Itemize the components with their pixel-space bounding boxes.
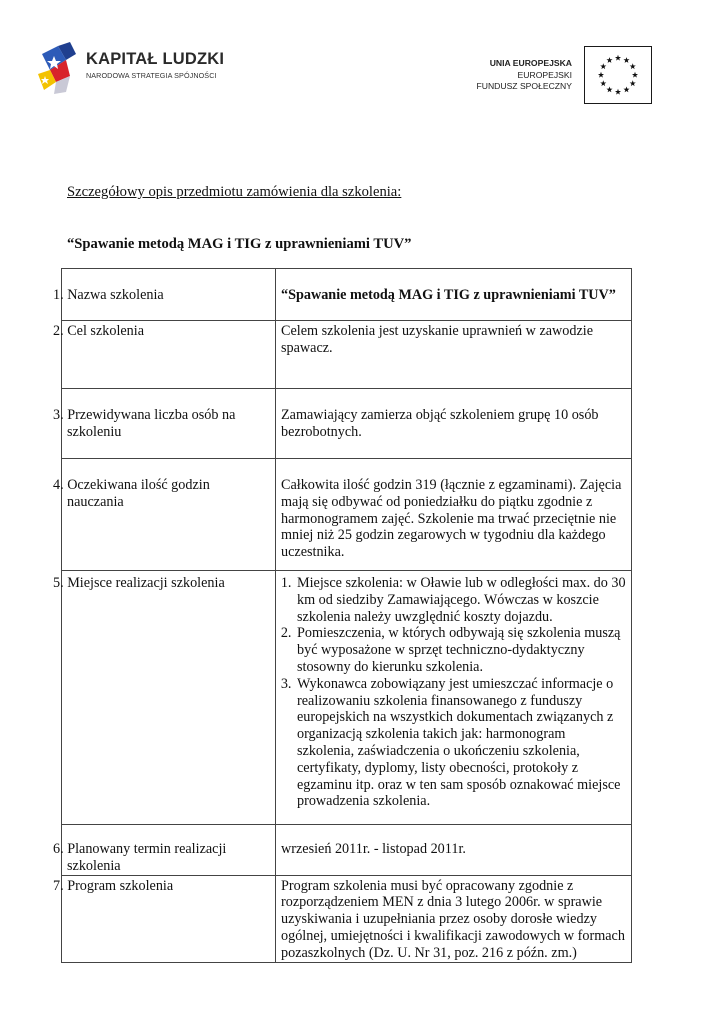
kapital-ludzki-logo-icon	[36, 40, 82, 96]
specification-table	[53, 268, 632, 963]
table-row	[62, 389, 632, 459]
eu-star	[598, 72, 604, 78]
eu-logo	[458, 46, 658, 108]
row-value	[276, 571, 632, 825]
row-label: 2. Cel szkolenia	[62, 321, 276, 389]
eu-star	[615, 55, 621, 61]
row-label: 5. Miejsce realizacji szkolenia	[62, 571, 276, 825]
row-label: 1. Nazwa szkolenia	[62, 269, 276, 321]
eu-star	[606, 87, 612, 93]
row-label: 7. Program szkolenia	[62, 875, 276, 962]
row-value: Całkowita ilość godzin 319 (łącznie z egzaminami). Zajęcia mają się odbywać od poniedziałku do piątku zgodnie z harmonogramem zajęć. Szkolenie ma trwać przeciętnie nie mniej niż 25 godzin zegarowych w tygodniu dla każdego uczestnika.	[276, 459, 632, 571]
list-item: 2. Pomieszczenia, w których odbywają się szkolenia muszą być wyposażone w sprzęt techniczno-dydaktyczny stosowny do kierunku szkolenia.	[295, 625, 626, 675]
row-label: 3. Przewidywana liczba osób na szkoleniu	[62, 389, 276, 459]
row-label: 4. Oczekiwana ilość godzin nauczania	[62, 459, 276, 571]
eu-star	[600, 63, 606, 69]
training-subject: “Spawanie metodą MAG i TIG z uprawnieniami TUV”	[67, 236, 412, 252]
table-row	[62, 459, 632, 571]
eu-star	[623, 57, 629, 63]
kapital-ludzki-title: KAPITAŁ LUDZKI	[86, 50, 225, 68]
eu-line-3: FUNDUSZ SPOŁECZNY	[476, 81, 572, 91]
row-value: “Spawanie metodą MAG i TIG z uprawnieniami TUV”	[276, 269, 632, 321]
eu-star	[630, 80, 636, 86]
eu-star	[615, 89, 621, 95]
kapital-ludzki-logo	[36, 40, 236, 100]
location-requirements-list	[281, 575, 626, 810]
row-value: wrzesień 2011r. - listopad 2011r.	[276, 825, 632, 876]
eu-flag-icon	[584, 46, 652, 104]
row-label: 6. Planowany termin realizacji szkolenia	[62, 825, 276, 876]
eu-star	[606, 57, 612, 63]
eu-star	[600, 80, 606, 86]
eu-logo-text	[477, 58, 573, 93]
row-value: Celem szkolenia jest uzyskanie uprawnień w zawodzie spawacz.	[276, 321, 632, 389]
eu-star	[632, 72, 638, 78]
table-row	[62, 825, 632, 876]
row-value: Zamawiający zamierza objąć szkoleniem grupę 10 osób bezrobotnych.	[276, 389, 632, 459]
list-item: 3. Wykonawca zobowiązany jest umieszczać informacje o realizowaniu szkolenia finansowanego z funduszy europejskich na wszystkich dokumentach związanych z organizacją szkolenia takich jak: harmonogram szkolenia, zaświadczenia o ukończeniu szkolenia, certyfikaty, dyplomy, listy obecności, protokoły z egzaminu itp. oraz w ten sam sposób oznakować miejsce prowadzenia szkolenia.	[295, 676, 626, 810]
kapital-ludzki-subtitle: NARODOWA STRATEGIA SPÓJNOŚCI	[86, 71, 217, 80]
eu-star	[630, 63, 636, 69]
table-row	[62, 875, 632, 962]
table-row	[62, 571, 632, 825]
eu-line-1: UNIA EUROPEJSKA	[489, 58, 572, 68]
row-value: Program szkolenia musi być opracowany zgodnie z rozporządzeniem MEN z dnia 3 lutego 2006r. w sprawie uzyskiwania i uzupełniania przez osoby dorosłe wiedzy ogólnej, umiejętności i kwalifikacji zawodowych w formach pozaszkolnych (Dz. U. Nr 31, poz. 216 z późn. zm.)	[276, 875, 632, 962]
table-row	[62, 269, 632, 321]
document-heading: Szczegółowy opis przedmiotu zamówienia dla szkolenia:	[67, 184, 402, 200]
eu-star	[623, 87, 629, 93]
table-row	[62, 321, 632, 389]
list-item: 1. Miejsce szkolenia: w Oławie lub w odległości max. do 30 km od siedziby Zamawiającego. Wówczas w koszcie szkolenia należy uwzględnić koszty dojazdu.	[295, 575, 626, 625]
eu-line-2: EUROPEJSKI	[517, 69, 572, 80]
